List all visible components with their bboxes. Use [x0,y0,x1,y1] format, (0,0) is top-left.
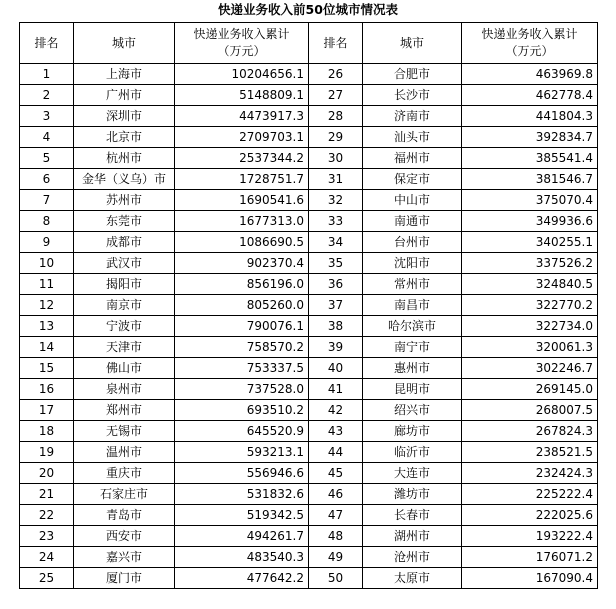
city-cell: 南宁市 [363,337,462,358]
city-cell: 西安市 [74,526,175,547]
revenue-cell: 375070.4 [462,190,598,211]
rank-cell: 17 [20,400,74,421]
rank-cell: 31 [309,169,363,190]
city-cell: 中山市 [363,190,462,211]
table-row [20,505,598,526]
city-cell: 湖州市 [363,526,462,547]
rank-cell: 21 [20,484,74,505]
revenue-cell: 340255.1 [462,232,598,253]
rank-cell: 9 [20,232,74,253]
city-cell: 上海市 [74,64,175,85]
table-row [20,526,598,547]
city-cell: 宁波市 [74,316,175,337]
rank-cell: 45 [309,463,363,484]
header-revenue-right [462,23,598,64]
city-cell: 南京市 [74,295,175,316]
revenue-cell: 322734.0 [462,316,598,337]
revenue-cell: 324840.5 [462,274,598,295]
rank-cell: 20 [20,463,74,484]
rank-cell: 42 [309,400,363,421]
revenue-cell: 1677313.0 [175,211,309,232]
table-row [20,148,598,169]
city-cell: 南通市 [363,211,462,232]
city-cell: 郑州市 [74,400,175,421]
revenue-cell: 268007.5 [462,400,598,421]
city-cell: 成都市 [74,232,175,253]
revenue-cell: 10204656.1 [175,64,309,85]
table-row [20,253,598,274]
city-cell: 廊坊市 [363,421,462,442]
rank-cell: 48 [309,526,363,547]
city-cell: 苏州市 [74,190,175,211]
header-revenue-line1: 快递业务收入累计 [193,27,290,41]
header-city-right: 城市 [363,23,462,64]
city-cell: 福州市 [363,148,462,169]
city-cell: 揭阳市 [74,274,175,295]
rank-cell: 11 [20,274,74,295]
revenue-cell: 322770.2 [462,295,598,316]
table-row [20,64,598,85]
rank-cell: 15 [20,358,74,379]
revenue-cell: 193222.4 [462,526,598,547]
city-cell: 天津市 [74,337,175,358]
city-cell: 厦门市 [74,568,175,589]
revenue-cell: 167090.4 [462,568,598,589]
revenue-cell: 1728751.7 [175,169,309,190]
city-cell: 温州市 [74,442,175,463]
rank-cell: 4 [20,127,74,148]
revenue-cell: 320061.3 [462,337,598,358]
header-revenue-left [175,23,309,64]
rank-cell: 7 [20,190,74,211]
rank-cell: 41 [309,379,363,400]
header-revenue-line2: （万元） [217,44,266,58]
table-row [20,106,598,127]
city-cell: 杭州市 [74,148,175,169]
city-cell: 济南市 [363,106,462,127]
header-city-left: 城市 [74,23,175,64]
header-rank-right: 排名 [309,23,363,64]
city-cell: 昆明市 [363,379,462,400]
rank-cell: 1 [20,64,74,85]
revenue-cell: 269145.0 [462,379,598,400]
city-cell: 东莞市 [74,211,175,232]
table-row [20,337,598,358]
rank-cell: 8 [20,211,74,232]
rank-cell: 38 [309,316,363,337]
revenue-cell: 494261.7 [175,526,309,547]
revenue-cell: 441804.3 [462,106,598,127]
city-cell: 沈阳市 [363,253,462,274]
revenue-cell: 267824.3 [462,421,598,442]
city-cell: 台州市 [363,232,462,253]
revenue-cell: 693510.2 [175,400,309,421]
header-revenue-line2: （万元） [505,44,554,58]
revenue-cell: 593213.1 [175,442,309,463]
revenue-cell: 805260.0 [175,295,309,316]
city-cell: 汕头市 [363,127,462,148]
revenue-cell: 238521.5 [462,442,598,463]
city-cell: 石家庄市 [74,484,175,505]
rank-cell: 44 [309,442,363,463]
revenue-cell: 222025.6 [462,505,598,526]
rank-cell: 50 [309,568,363,589]
revenue-cell: 758570.2 [175,337,309,358]
table-row [20,421,598,442]
city-cell: 长春市 [363,505,462,526]
rank-cell: 43 [309,421,363,442]
table-row [20,568,598,589]
rank-cell: 32 [309,190,363,211]
table-row [20,211,598,232]
header-revenue-line1: 快递业务收入累计 [481,27,578,41]
revenue-cell: 1086690.5 [175,232,309,253]
rank-cell: 5 [20,148,74,169]
city-cell: 嘉兴市 [74,547,175,568]
table-row [20,400,598,421]
revenue-cell: 302246.7 [462,358,598,379]
header-rank-left: 排名 [20,23,74,64]
table-row [20,295,598,316]
city-cell: 太原市 [363,568,462,589]
revenue-cell: 531832.6 [175,484,309,505]
table-row [20,316,598,337]
city-cell: 重庆市 [74,463,175,484]
city-cell: 大连市 [363,463,462,484]
table-row [20,127,598,148]
city-cell: 临沂市 [363,442,462,463]
revenue-cell: 2537344.2 [175,148,309,169]
revenue-cell: 385541.4 [462,148,598,169]
revenue-cell: 856196.0 [175,274,309,295]
table-row [20,547,598,568]
city-cell: 武汉市 [74,253,175,274]
revenue-cell: 5148809.1 [175,85,309,106]
rank-cell: 28 [309,106,363,127]
city-cell: 泉州市 [74,379,175,400]
rank-cell: 37 [309,295,363,316]
revenue-cell: 556946.6 [175,463,309,484]
city-cell: 广州市 [74,85,175,106]
table-row [20,484,598,505]
rank-cell: 36 [309,274,363,295]
rank-cell: 49 [309,547,363,568]
rank-cell: 13 [20,316,74,337]
city-cell: 佛山市 [74,358,175,379]
rank-cell: 34 [309,232,363,253]
table-row [20,232,598,253]
revenue-cell: 225222.4 [462,484,598,505]
table-row [20,169,598,190]
rank-cell: 12 [20,295,74,316]
table-row [20,85,598,106]
table-row [20,274,598,295]
city-cell: 无锡市 [74,421,175,442]
rank-cell: 25 [20,568,74,589]
city-cell: 深圳市 [74,106,175,127]
revenue-cell: 463969.8 [462,64,598,85]
rank-cell: 23 [20,526,74,547]
rank-cell: 2 [20,85,74,106]
city-cell: 哈尔滨市 [363,316,462,337]
revenue-cell: 753337.5 [175,358,309,379]
revenue-cell: 392834.7 [462,127,598,148]
rank-cell: 26 [309,64,363,85]
rank-cell: 19 [20,442,74,463]
city-cell: 惠州市 [363,358,462,379]
revenue-cell: 2709703.1 [175,127,309,148]
revenue-cell: 381546.7 [462,169,598,190]
revenue-cell: 519342.5 [175,505,309,526]
rank-cell: 14 [20,337,74,358]
rank-cell: 24 [20,547,74,568]
rank-cell: 30 [309,148,363,169]
revenue-cell: 176071.2 [462,547,598,568]
rank-cell: 35 [309,253,363,274]
revenue-cell: 4473917.3 [175,106,309,127]
city-cell: 北京市 [74,127,175,148]
revenue-cell: 737528.0 [175,379,309,400]
rank-cell: 46 [309,484,363,505]
revenue-cell: 462778.4 [462,85,598,106]
table-body [20,64,598,589]
table-row [20,190,598,211]
city-cell: 合肥市 [363,64,462,85]
rank-cell: 39 [309,337,363,358]
revenue-cell: 645520.9 [175,421,309,442]
revenue-cell: 349936.6 [462,211,598,232]
table-title: 快递业务收入前50位城市情况表 [218,2,398,17]
rank-cell: 29 [309,127,363,148]
city-cell: 沧州市 [363,547,462,568]
revenue-cell: 902370.4 [175,253,309,274]
city-cell: 青岛市 [74,505,175,526]
revenue-cell: 232424.3 [462,463,598,484]
rank-cell: 16 [20,379,74,400]
table-row [20,379,598,400]
revenue-cell: 790076.1 [175,316,309,337]
table-row [20,463,598,484]
table-row [20,358,598,379]
city-cell: 南昌市 [363,295,462,316]
revenue-cell: 477642.2 [175,568,309,589]
city-cell: 长沙市 [363,85,462,106]
header-row [20,23,598,64]
city-cell: 绍兴市 [363,400,462,421]
rank-cell: 10 [20,253,74,274]
rank-cell: 18 [20,421,74,442]
rank-cell: 27 [309,85,363,106]
rank-cell: 33 [309,211,363,232]
revenue-cell: 337526.2 [462,253,598,274]
revenue-cell: 1690541.6 [175,190,309,211]
city-cell: 潍坊市 [363,484,462,505]
rank-cell: 3 [20,106,74,127]
city-cell: 保定市 [363,169,462,190]
rank-cell: 40 [309,358,363,379]
rank-cell: 22 [20,505,74,526]
city-cell: 常州市 [363,274,462,295]
city-revenue-table [19,22,598,589]
rank-cell: 6 [20,169,74,190]
revenue-cell: 483540.3 [175,547,309,568]
rank-cell: 47 [309,505,363,526]
table-row [20,442,598,463]
city-cell: 金华（义乌）市 [74,169,175,190]
